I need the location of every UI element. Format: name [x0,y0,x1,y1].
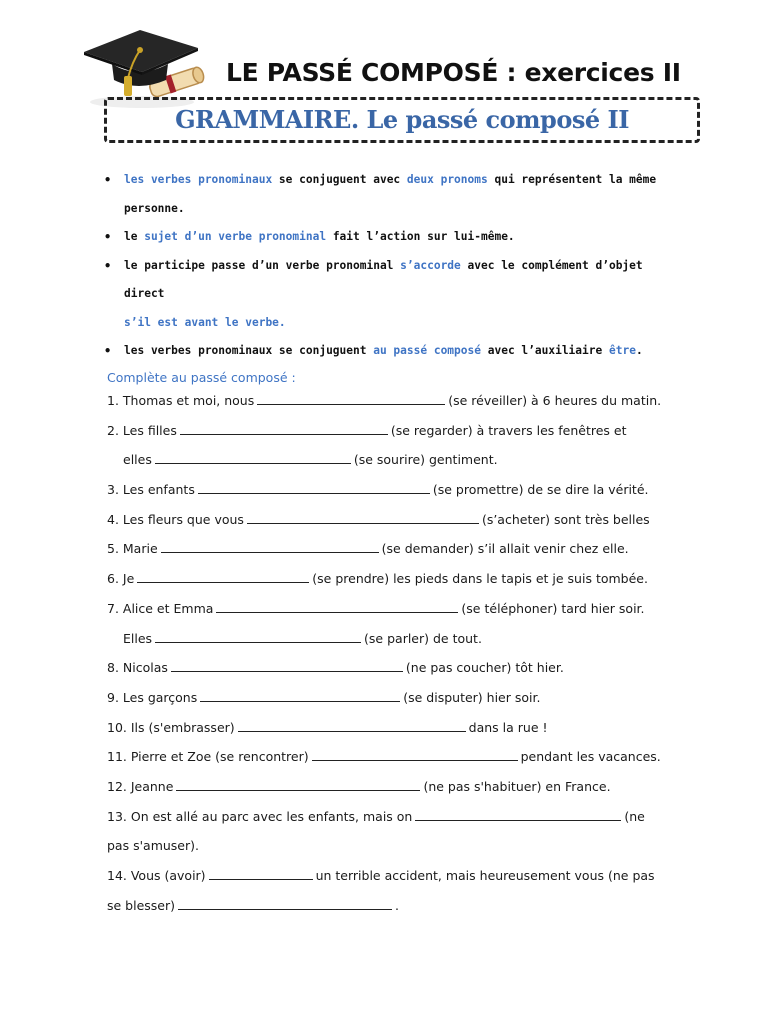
exercise-text: dans la rue ! [468,719,548,735]
exercise-list [107,391,667,925]
rule-line [104,166,674,195]
rule-text: se conjuguent avec [272,173,407,186]
rule-text: fait l’action sur lui-même. [326,230,515,243]
rule-text: avec l’auxiliaire [481,344,609,357]
exercise-text: Elles [123,630,153,646]
exercise-line [107,450,667,480]
highlight-text: deux pronoms [406,173,488,186]
exercise-line [107,836,667,866]
grammar-rules-list [104,166,674,366]
exercise-text: 13. On est allé au parc avec les enfants, mais on [107,808,413,824]
answer-blank[interactable] [137,569,309,583]
exercise-text: (se sourire) gentiment. [353,452,498,468]
exercise-line [107,866,667,896]
exercise-text: 7. Alice et Emma [107,600,214,616]
exercise-line [107,510,667,540]
exercise-line [107,480,667,510]
answer-blank[interactable] [209,866,313,880]
exercise-text: pendant les vacances. [520,749,661,765]
exercise-text: 9. Les garçons [107,689,198,705]
rule-line [104,252,674,309]
exercise-text: (se téléphoner) tard hier soir. [461,600,645,616]
rule-text: qui représentent la même [487,173,657,186]
bullet-icon: • [104,258,112,273]
answer-blank[interactable] [247,510,479,524]
answer-blank[interactable] [155,629,361,643]
rule-text: . [635,344,643,357]
exercise-line [107,421,667,451]
exercise-line [107,599,667,629]
exercise-text: (se disputer) hier soir. [403,689,541,705]
exercise-text: 6. Je [107,571,135,587]
answer-blank[interactable] [200,688,400,702]
rule-line [104,195,674,224]
answer-blank[interactable] [216,599,458,613]
highlight-text: sujet d’un verbe pronominal [144,230,327,243]
exercise-text: 2. Les filles [107,422,177,438]
exercise-instruction: Complète au passé composé : [107,370,296,385]
exercise-text: (se demander) s’il allait venir chez elle. [381,541,629,557]
answer-blank[interactable] [161,539,379,553]
exercise-text: (se regarder) à travers les fenêtres et [390,422,627,438]
exercise-text: 5. Marie [107,541,158,557]
exercise-text: 11. Pierre et Zoe (se rencontrer) [107,749,309,765]
exercise-text: (s’acheter) sont très belles [481,511,650,527]
answer-blank[interactable] [180,421,388,435]
exercise-line [107,777,667,807]
exercise-line [107,896,667,926]
exercise-line [107,718,667,748]
exercise-text: un terrible accident, mais heureusement vous (ne pas [315,868,655,883]
bullet-icon: • [104,173,112,187]
exercise-text: (ne pas s'habituer) en France. [423,778,611,794]
grammar-banner [104,97,700,143]
exercise-line [107,391,667,421]
rule-text: le [124,230,145,243]
page-title: LE PASSÉ COMPOSÉ : exercices II [226,58,681,87]
rule-text: le participe passe d’un verbe pronominal [124,258,401,272]
exercise-text: 10. Ils (s'embrasser) [107,719,235,735]
exercise-text: 4. Les fleurs que vous [107,511,244,527]
exercise-text: (se réveiller) à 6 heures du matin. [448,393,662,408]
exercise-text: (ne [624,808,645,824]
exercise-text: . [395,897,399,913]
rule-line [104,337,674,366]
answer-blank[interactable] [312,747,518,761]
answer-blank[interactable] [178,896,392,910]
exercise-line [107,688,667,718]
rule-line [104,223,674,252]
exercise-text: 3. Les enfants [107,482,195,498]
answer-blank[interactable] [415,807,621,821]
exercise-text: (ne pas coucher) tôt hier. [405,660,564,676]
highlight-text: au passé composé [373,344,481,357]
exercise-line [107,629,667,659]
highlight-text: être [608,344,636,357]
answer-blank[interactable] [176,777,420,791]
rule-text: avec le complément d’objet direct [124,258,643,300]
answer-blank[interactable] [155,450,351,464]
answer-blank[interactable] [238,718,466,732]
answer-blank[interactable] [198,480,430,494]
exercise-line [107,569,667,599]
rule-text: les verbes pronominaux se conjuguent [124,344,374,357]
exercise-text: se blesser) [107,897,176,913]
exercise-text: elles [123,452,152,468]
highlight-text: les verbes pronominaux [124,173,273,186]
exercise-text: (se prendre) les pieds dans le tapis et je suis tombée. [312,571,648,587]
exercise-text: (se promettre) de se dire la vérité. [432,482,649,498]
exercise-text: pas s'amuser). [107,838,199,854]
bullet-icon: • [104,230,112,244]
exercise-text: 12. Jeanne [107,778,174,794]
rule-text: personne. [124,201,185,215]
bullet-icon: • [104,344,112,358]
banner-title: GRAMMAIRE. Le passé composé II [175,105,629,134]
exercise-text: 1. Thomas et moi, nous [107,393,255,408]
exercise-text: 14. Vous (avoir) [107,868,206,883]
exercise-line [107,807,667,837]
exercise-text: 8. Nicolas [107,660,168,676]
exercise-text: (se parler) de tout. [364,630,482,646]
answer-blank[interactable] [257,391,445,405]
exercise-line [107,658,667,688]
exercise-line [107,747,667,777]
highlight-text: s’accorde [400,258,461,272]
highlight-text: s’il est avant le verbe. [124,315,286,329]
exercise-line [107,539,667,569]
rule-line [104,309,674,338]
answer-blank[interactable] [171,658,403,672]
